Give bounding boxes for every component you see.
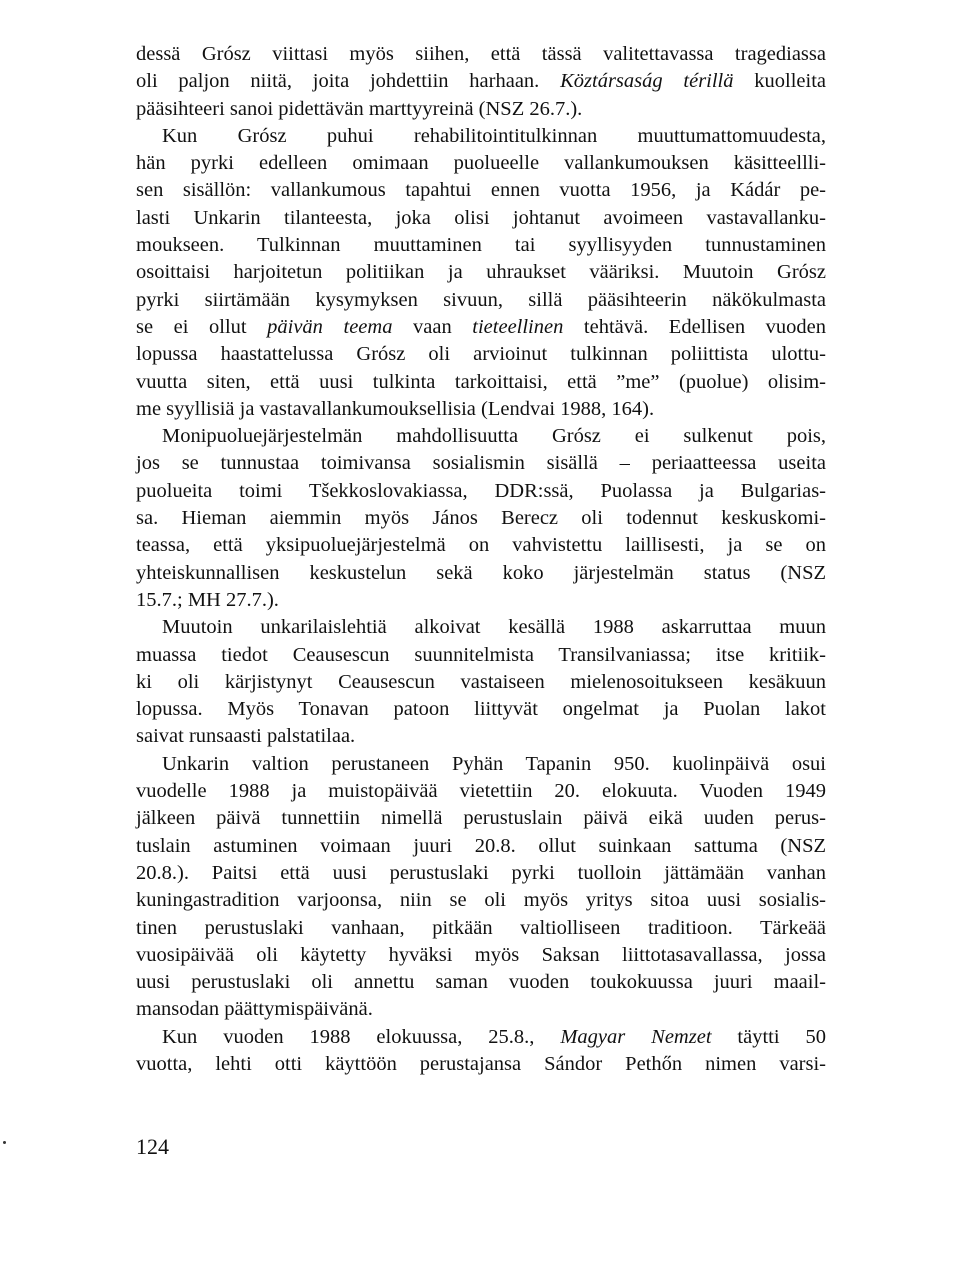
- margin-mark: [3, 1141, 6, 1144]
- line-text: muassa tiedot Ceausescun suunnitelmista Transilvaniassa; itse kritiik-: [136, 643, 826, 666]
- text-line: [136, 532, 826, 559]
- line-text: Unkarin valtion perustaneen Pyhän Tapanin 950. kuolinpäivä osui: [162, 752, 826, 775]
- line-text: vuosipäivää oli käytetty hyväksi myös Saksan liittotasavallassa, jossa: [136, 943, 826, 966]
- line-text: mansodan päättymispäivänä.: [136, 998, 373, 1021]
- line-text: tehtävä. Edellisen vuoden: [563, 315, 826, 338]
- text-line: [136, 205, 826, 232]
- line-text: pyrki siirtämään kysymyksen sivuun, sillä pääsihteerin näkökulmasta: [136, 288, 826, 311]
- text-line: [136, 505, 826, 532]
- text-line: [136, 396, 826, 423]
- line-text: teassa, että yksipuoluejärjestelmä on vahvistettu laillisesti, ja se on: [136, 534, 826, 557]
- line-text: Kun vuoden 1988 elokuussa, 25.8.,: [162, 1025, 561, 1048]
- line-text: Kun Grósz puhui rehabilitointitulkinnan muuttumattomuudesta,: [162, 124, 826, 147]
- text-line: [136, 942, 826, 969]
- line-text: sen sisällön: vallankumous tapahtui ennen vuotta 1956, ja Kádár pe-: [136, 179, 826, 202]
- text-line: [136, 805, 826, 832]
- text-line: [136, 314, 826, 341]
- line-text: sa. Hieman aiemmin myös János Berecz oli todennut keskuskomi-: [136, 507, 826, 530]
- line-text: vuodelle 1988 ja muistopäivää vietettiin 20. elokuuta. Vuoden 1949: [136, 780, 826, 803]
- italic-text: Köztársaság térillä: [560, 70, 734, 93]
- line-text: lopussa haastattelussa Grósz oli arvioinut tulkinnan poliittista ulottu-: [136, 343, 826, 366]
- text-line: [136, 833, 826, 860]
- line-text: ki oli kärjistynyt Ceausescun vastaiseen mielenosoitukseen kesäkuun: [136, 670, 826, 693]
- line-text: se ei ollut: [136, 315, 268, 338]
- text-line: [136, 150, 826, 177]
- line-text: oli paljon niitä, joita johdettiin harhaan.: [136, 70, 561, 93]
- page-number: 124: [136, 1134, 169, 1159]
- text-line: [136, 778, 826, 805]
- text-line: [136, 915, 826, 942]
- text-line: [136, 1051, 826, 1078]
- line-text: Muutoin unkarilaislehtiä alkoivat kesällä 1988 askarruttaa muun: [162, 616, 826, 639]
- line-text: 15.7.; MH 27.7.).: [136, 588, 279, 611]
- text-line: [136, 41, 826, 68]
- line-text: kuningastradition varjoonsa, niin se oli myös yritys sitoa uusi sosialis-: [136, 889, 826, 912]
- text-line: [136, 860, 826, 887]
- line-text: lopussa. Myös Tonavan patoon liittyvät ongelmat ja Puolan lakot: [136, 698, 826, 721]
- text-line: [136, 996, 826, 1023]
- line-text: tuslain astuminen voimaan juuri 20.8. ollut suinkaan sattuma (NSZ: [136, 834, 826, 857]
- text-line: [136, 614, 826, 641]
- line-text: 20.8.). Paitsi että uusi perustuslaki pyrki tuolloin jättämään vanhan: [136, 861, 826, 884]
- line-text: vaan: [392, 315, 473, 338]
- line-text: uusi perustuslaki oli annettu saman vuoden toukokuussa juuri maail-: [136, 971, 826, 994]
- body-text: [136, 41, 826, 1078]
- text-line: [136, 478, 826, 505]
- text-line: [136, 723, 826, 750]
- line-text: kuolleita: [733, 70, 827, 93]
- text-line: [136, 423, 826, 450]
- italic-text: tieteellinen: [472, 315, 564, 338]
- line-text: lasti Unkarin tilanteesta, joka olisi johtanut avoimeen vastavallanku-: [136, 206, 826, 229]
- text-line: [136, 177, 826, 204]
- text-line: [136, 369, 826, 396]
- text-line: [136, 96, 826, 123]
- text-line: [136, 287, 826, 314]
- line-text: moukseen. Tulkinnan muuttaminen tai syyllisyyden tunnustaminen: [136, 234, 826, 257]
- text-line: [136, 587, 826, 614]
- text-line: [136, 450, 826, 477]
- line-text: yhteiskunnallisen keskustelun sekä koko järjestelmän status (NSZ: [136, 561, 826, 584]
- text-line: [136, 123, 826, 150]
- text-line: [136, 1024, 826, 1051]
- line-text: puolueita toimi Tšekkoslovakiassa, DDR:ssä, Puolassa ja Bulgarias-: [136, 479, 826, 502]
- line-text: vuutta siten, että uusi tulkinta tarkoittaisi, että ”me” (puolue) olisim-: [136, 370, 826, 393]
- text-line: [136, 642, 826, 669]
- line-text: pääsihteeri sanoi pidettävän marttyyreinä (NSZ 26.7.).: [136, 97, 583, 120]
- text-line: [136, 341, 826, 368]
- line-text: osoittaisi harjoitetun politiikan ja uhraukset vääriksi. Muutoin Grósz: [136, 261, 826, 284]
- line-text: tinen perustuslaki vanhaan, pitkään valtiolliseen traditioon. Tärkeää: [136, 916, 826, 939]
- line-text: Monipuoluejärjestelmän mahdollisuutta Grósz ei sulkenut pois,: [162, 425, 826, 448]
- line-text: jos se tunnustaa toimivansa sosialismin sisällä – periaatteessa useita: [136, 452, 826, 475]
- line-text: jälkeen päivä tunnettiin nimellä perustuslain päivä eikä uuden perus-: [136, 807, 826, 830]
- line-text: täytti 50: [711, 1025, 826, 1048]
- italic-text: Magyar Nemzet: [560, 1025, 712, 1048]
- line-text: vuotta, lehti otti käyttöön perustajansa Sándor Pethőn nimen varsi-: [136, 1052, 826, 1075]
- italic-text: päivän teema: [267, 315, 393, 338]
- line-text: dessä Grósz viittasi myös siihen, että tässä valitettavassa tragediassa: [136, 43, 826, 65]
- text-line: [136, 969, 826, 996]
- text-line: [136, 560, 826, 587]
- text-line: [136, 669, 826, 696]
- line-text: me syyllisiä ja vastavallankumouksellisia (Lendvai 1988, 164).: [136, 397, 655, 420]
- text-line: [136, 887, 826, 914]
- line-text: saivat runsaasti palstatilaa.: [136, 725, 356, 748]
- text-line: [136, 68, 826, 95]
- text-line: [136, 259, 826, 286]
- text-line: [136, 232, 826, 259]
- text-line: [136, 696, 826, 723]
- text-line: [136, 751, 826, 778]
- line-text: hän pyrki edelleen omimaan puolueelle vallankumouksen käsitteellli-: [136, 152, 826, 175]
